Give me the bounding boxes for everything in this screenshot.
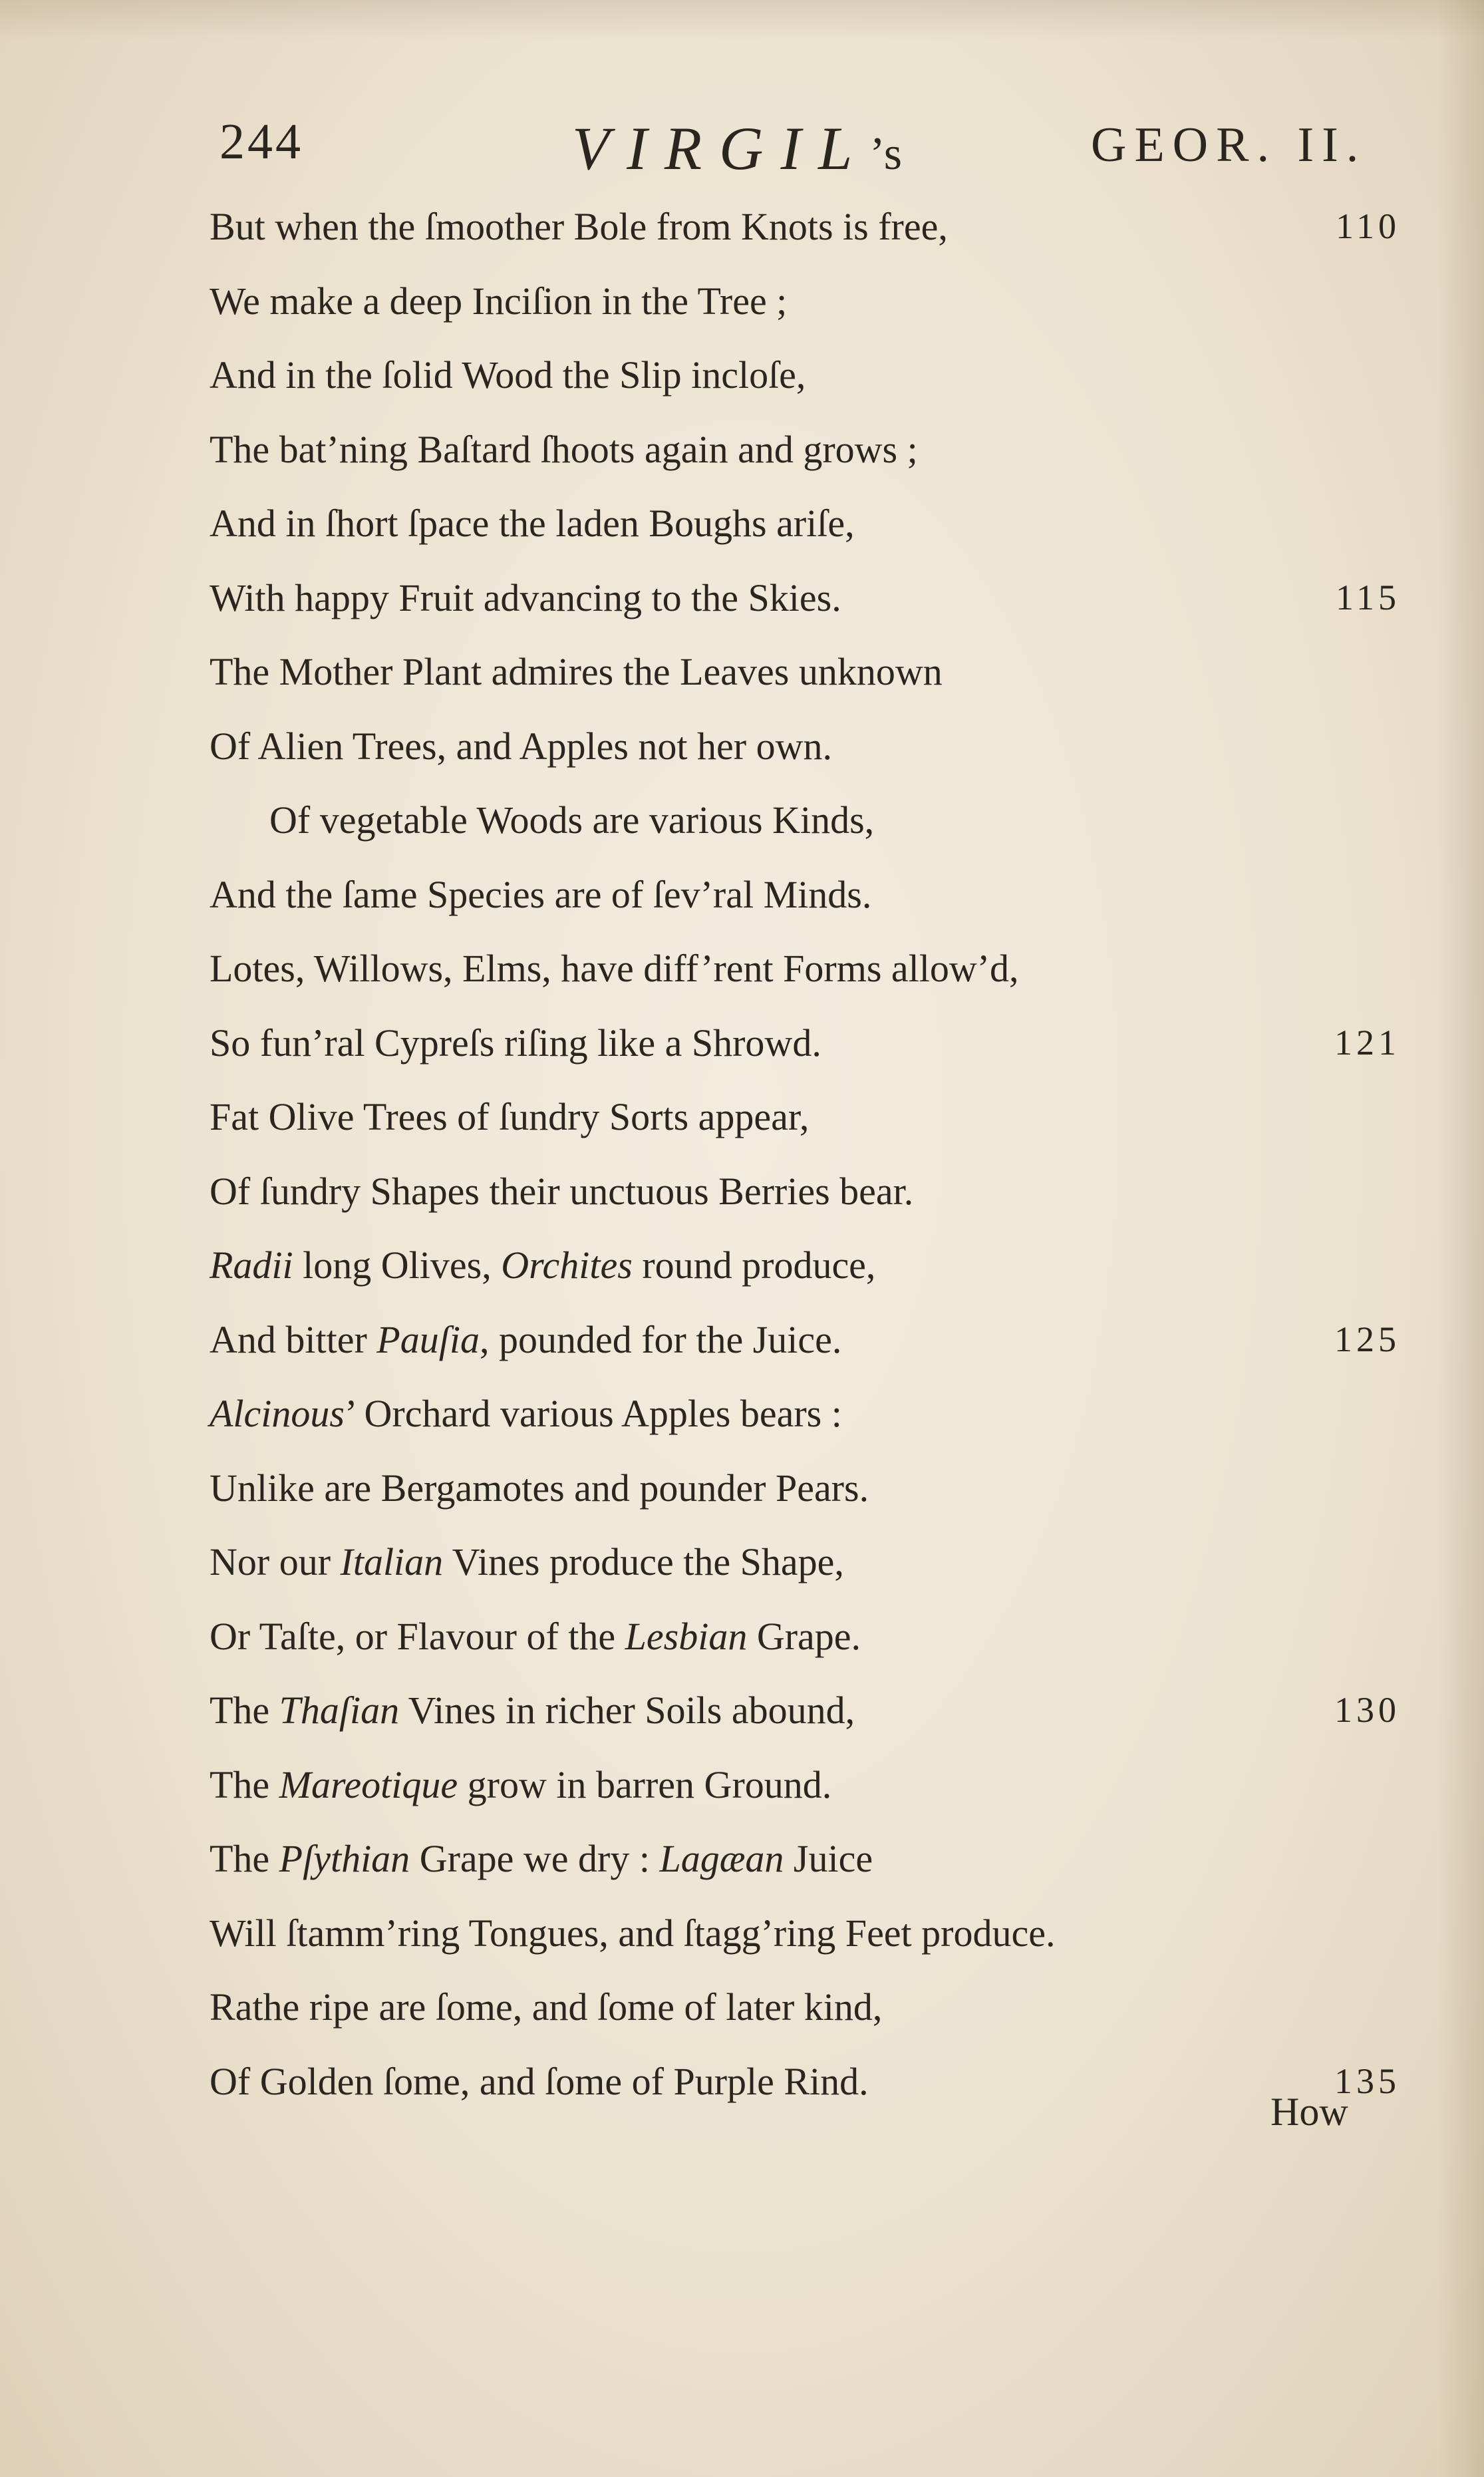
verse-segment: Grape we dry : [410,1837,660,1880]
verse-line [210,1748,1420,1822]
verse-segment: And bitter [210,1317,377,1361]
verse-text [210,1837,873,1880]
verse-line [210,1970,1420,2045]
verse-line [210,1896,1420,1971]
verse-line [210,1080,1420,1154]
verse-text [210,2060,869,2103]
verse-segment: , pounded for the Juice. [479,1317,842,1361]
verse-text [210,1466,869,1510]
running-title [572,113,903,184]
verse-segment: long Olives, [293,1243,502,1287]
verse-italic-segment: Pauſia [376,1317,480,1361]
verse-text [210,205,948,248]
verse-segment: But when the ſmoother Bole from Knots is free, [210,205,948,248]
line-number: 115 [1336,577,1400,617]
verse-line [210,1377,1420,1451]
line-number: 130 [1334,1690,1400,1730]
running-title-possessive: ’s [869,128,903,180]
verse-segment: Of ſundry Shapes their unctuous Berries bear. [210,1169,914,1213]
verse-line [210,1303,1420,1377]
verse-text [210,1095,809,1138]
verse-text [210,1021,821,1065]
verse-segment: The bat’ning Baſtard ſhoots again and grows ; [210,427,918,471]
verse-text [210,725,832,768]
verse-line [210,264,1420,339]
verse-italic-segment: Radii [210,1243,293,1287]
verse-text [210,1689,855,1732]
verse-line [210,338,1420,413]
verse-text [210,428,918,471]
verse-italic-segment: Lagæan [659,1837,784,1880]
line-number: 135 [1334,2061,1400,2101]
verse-text [210,798,874,842]
verse-italic-segment: Orchites [501,1243,633,1287]
verse-text [210,650,943,693]
verse-segment: And in ſhort ſpace the laden Boughs ariſe, [210,502,855,545]
verse-segment: The [210,1762,279,1806]
verse-line [210,709,1420,784]
verse-line [210,486,1420,561]
verse-segment: Fat Olive Trees of ſundry Sorts appear, [210,1095,810,1138]
verse-segment: Rathe ripe are ſome, and ſome of later kind, [210,1985,883,2029]
verse-segment: The Mother Plant admires the Leaves unknown [210,650,943,693]
page-top-shading [0,0,1484,40]
verse-text [210,1763,831,1806]
verse-segment: Of vegetable Woods are various Kinds, [269,798,875,842]
verse-italic-segment: Thaſian [279,1689,400,1732]
verse-line [210,1599,1420,1674]
line-number: 125 [1334,1319,1400,1359]
verse-segment: Juice [784,1837,873,1880]
verse-segment: Nor our [210,1540,341,1583]
verse-block [210,190,1420,2118]
verse-segment: The [210,1689,279,1732]
verse-text [210,1985,882,2029]
verse-italic-segment: Pſythian [279,1837,410,1880]
verse-text [210,1243,875,1287]
verse-line [210,635,1420,709]
line-number: 110 [1336,206,1400,246]
verse-line [210,413,1420,487]
verse-text [210,947,1019,990]
verse-segment: With happy Fruit advancing to the Skies. [210,576,841,619]
verse-line [210,783,1420,858]
verse-segment: Vines in richer Soils abound, [399,1689,855,1732]
verse-text [210,576,841,619]
verse-line [210,1822,1420,1896]
verse-segment: Or Taſte, or Flavour of the [210,1614,625,1658]
verse-italic-segment: Mareotique [279,1762,458,1806]
verse-italic-segment: Italian [340,1540,444,1583]
verse-segment: The [210,1837,279,1880]
verse-line [210,1006,1420,1080]
verse-text [210,279,787,323]
verse-text [210,1540,844,1583]
catchword: How [1270,2090,1348,2134]
verse-line [210,931,1420,1006]
verse-segment: Of Golden ſome, and ſome of Purple Rind. [210,2059,869,2103]
verse-line [210,1451,1420,1526]
verse-line [210,858,1420,932]
page-edge-shading [1437,0,1484,2477]
verse-line [210,1154,1420,1229]
verse-text [210,1170,913,1213]
verse-text [210,1615,861,1658]
verse-segment: ’ Orchard various Apples bears : [344,1392,842,1435]
verse-italic-segment: Lesbian [625,1614,748,1658]
running-header [0,113,1484,193]
verse-segment: And the ſame Species are of ſev’ral Minds. [210,872,872,916]
verse-italic-segment: Alcinous [210,1392,345,1435]
verse-segment: Unlike are Bergamotes and pounder Pears. [210,1466,869,1510]
page-number: 244 [220,114,303,170]
verse-segment: Grape. [747,1614,861,1658]
verse-line [210,561,1420,635]
verse-text [210,502,855,545]
running-book: GEOR. II. [1091,118,1367,172]
verse-line [210,1228,1420,1303]
verse-segment: Will ſtamm’ring Tongues, and ſtagg’ring Feet produce. [210,1911,1056,1955]
verse-segment: And in the ſolid Wood the Slip incloſe, [210,353,806,397]
verse-text [210,353,806,397]
verse-text [210,1318,841,1361]
verse-line [210,190,1420,264]
verse-line [210,1525,1420,1599]
verse-segment: Of Alien Trees, and Apples not her own. [210,724,832,768]
verse-segment: round produce, [632,1243,876,1287]
verse-segment: We make a deep Inciſion in the Tree ; [210,279,788,323]
running-title-name: VIRGIL [572,114,870,182]
verse-text [210,1911,1055,1955]
verse-line [210,2045,1420,2119]
verse-segment: Vines produce the Shape, [443,1540,844,1583]
line-number: 121 [1334,1022,1400,1063]
verse-segment: Lotes, Willows, Elms, have diff’rent Forms allow’d, [210,947,1019,990]
verse-line [210,1673,1420,1748]
verse-segment: grow in barren Ground. [458,1762,832,1806]
verse-text [210,1392,842,1435]
verse-text [210,873,871,916]
verse-segment: So fun’ral Cypreſs riſing like a Shrowd. [210,1021,821,1065]
